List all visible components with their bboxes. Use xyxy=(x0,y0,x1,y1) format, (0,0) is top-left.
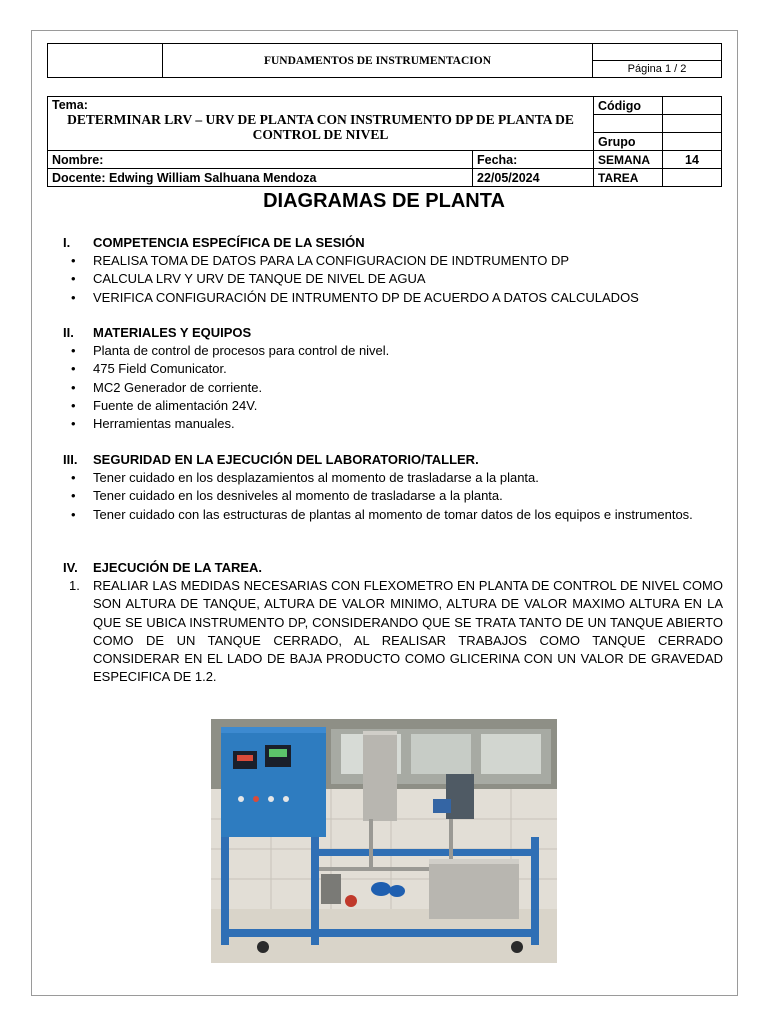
section-materiales xyxy=(47,324,723,433)
list-item: • Herramientas manuales. xyxy=(47,415,723,433)
nombre-label: Nombre: xyxy=(48,151,473,169)
section-number: I. xyxy=(63,235,71,250)
course-title: FUNDAMENTOS DE INSTRUMENTACION xyxy=(163,44,593,78)
plant-photo xyxy=(211,719,557,963)
meta-table xyxy=(47,96,722,187)
section-title: SEGURIDAD EN LA EJECUCIÓN DEL LABORATORIO/TALLER. xyxy=(93,452,479,467)
logo-cell xyxy=(48,44,163,78)
section-seguridad xyxy=(47,451,723,524)
section-ejecucion xyxy=(47,559,723,686)
codigo-label: Código xyxy=(594,97,663,115)
section-title: COMPETENCIA ESPECÍFICA DE LA SESIÓN xyxy=(93,235,365,250)
tema-cell xyxy=(48,97,594,151)
list-item: • REALISA TOMA DE DATOS PARA LA CONFIGURACION DE INDTRUMENTO DP xyxy=(47,252,723,270)
step-text: REALIAR LAS MEDIDAS NECESARIAS CON FLEXOMETRO EN PLANTA DE CONTROL DE NIVEL COMO SON ALTURA DE TANQUE, ALTURA DE VALOR MINIMO, ALTURA DE VALOR MAXIMO ALTURA EN LA QUE SE UBICA INSTRUMENTO DP, CONSIDERANDO QUE SE TRATA TANTO DE UN TANQUE ABIERTO COMO DE UN TANQUE CERRADO, AL REALISAR TRABAJOS COMO TANQUE CERRADO CONSIDERAR EN EL LADO DE BAJA PRODUCTO COMO GLICERINA CON UN VALOR DE GRAVEDAD ESPECIFICA DE 1.2. xyxy=(93,578,723,685)
section-number: III. xyxy=(63,452,78,467)
section-number: II. xyxy=(63,325,74,340)
list-item: • Tener cuidado con las estructuras de plantas al momento de tomar datos de los equipos e instrumentos. xyxy=(47,506,723,524)
blank-cell xyxy=(594,115,663,133)
fecha-value: 22/05/2024 xyxy=(473,169,594,187)
tema-value: DETERMINAR LRV – URV DE PLANTA CON INSTRUMENTO DP DE PLANTA DE CONTROL DE NIVEL xyxy=(67,112,574,142)
document-title: DIAGRAMAS DE PLANTA xyxy=(263,190,505,212)
page-number: Página 1 / 2 xyxy=(593,61,722,78)
docente: Docente: Edwing William Salhuana Mendoza xyxy=(48,169,473,187)
step-number: 1. xyxy=(69,578,80,594)
grupo-value xyxy=(663,133,722,151)
list-item: • Tener cuidado en los desniveles al momento de trasladarse a la planta. xyxy=(47,487,723,505)
tema-label: Tema: xyxy=(52,98,88,112)
blank-cell xyxy=(663,115,722,133)
list-item: • MC2 Generador de corriente. xyxy=(47,379,723,397)
list-item: • Fuente de alimentación 24V. xyxy=(47,397,723,415)
section-title: EJECUCIÓN DE LA TAREA. xyxy=(93,560,263,575)
list-item: • CALCULA LRV Y URV DE TANQUE DE NIVEL DE AGUA xyxy=(47,270,723,288)
tarea-value xyxy=(663,169,722,187)
list-item: • Tener cuidado en los desplazamientos al momento de trasladarse a la planta. xyxy=(47,469,723,487)
semana-label: SEMANA xyxy=(594,151,663,169)
header-table xyxy=(47,43,722,78)
grupo-label: Grupo xyxy=(594,133,663,151)
list-item: • 475 Field Comunicator. xyxy=(47,360,723,378)
step-item xyxy=(47,577,723,686)
header-blank-cell xyxy=(593,44,722,61)
semana-value: 14 xyxy=(663,151,722,169)
list-item: • VERIFICA CONFIGURACIÓN DE INTRUMENTO DP DE ACUERDO A DATOS CALCULADOS xyxy=(47,289,723,307)
fecha-label: Fecha: xyxy=(473,151,594,169)
list-item: • Planta de control de procesos para control de nivel. xyxy=(47,342,723,360)
section-competencia xyxy=(47,234,723,307)
codigo-value xyxy=(663,97,722,115)
tarea-label: TAREA xyxy=(594,169,663,187)
section-title: MATERIALES Y EQUIPOS xyxy=(93,325,252,340)
section-number: IV. xyxy=(63,560,78,575)
